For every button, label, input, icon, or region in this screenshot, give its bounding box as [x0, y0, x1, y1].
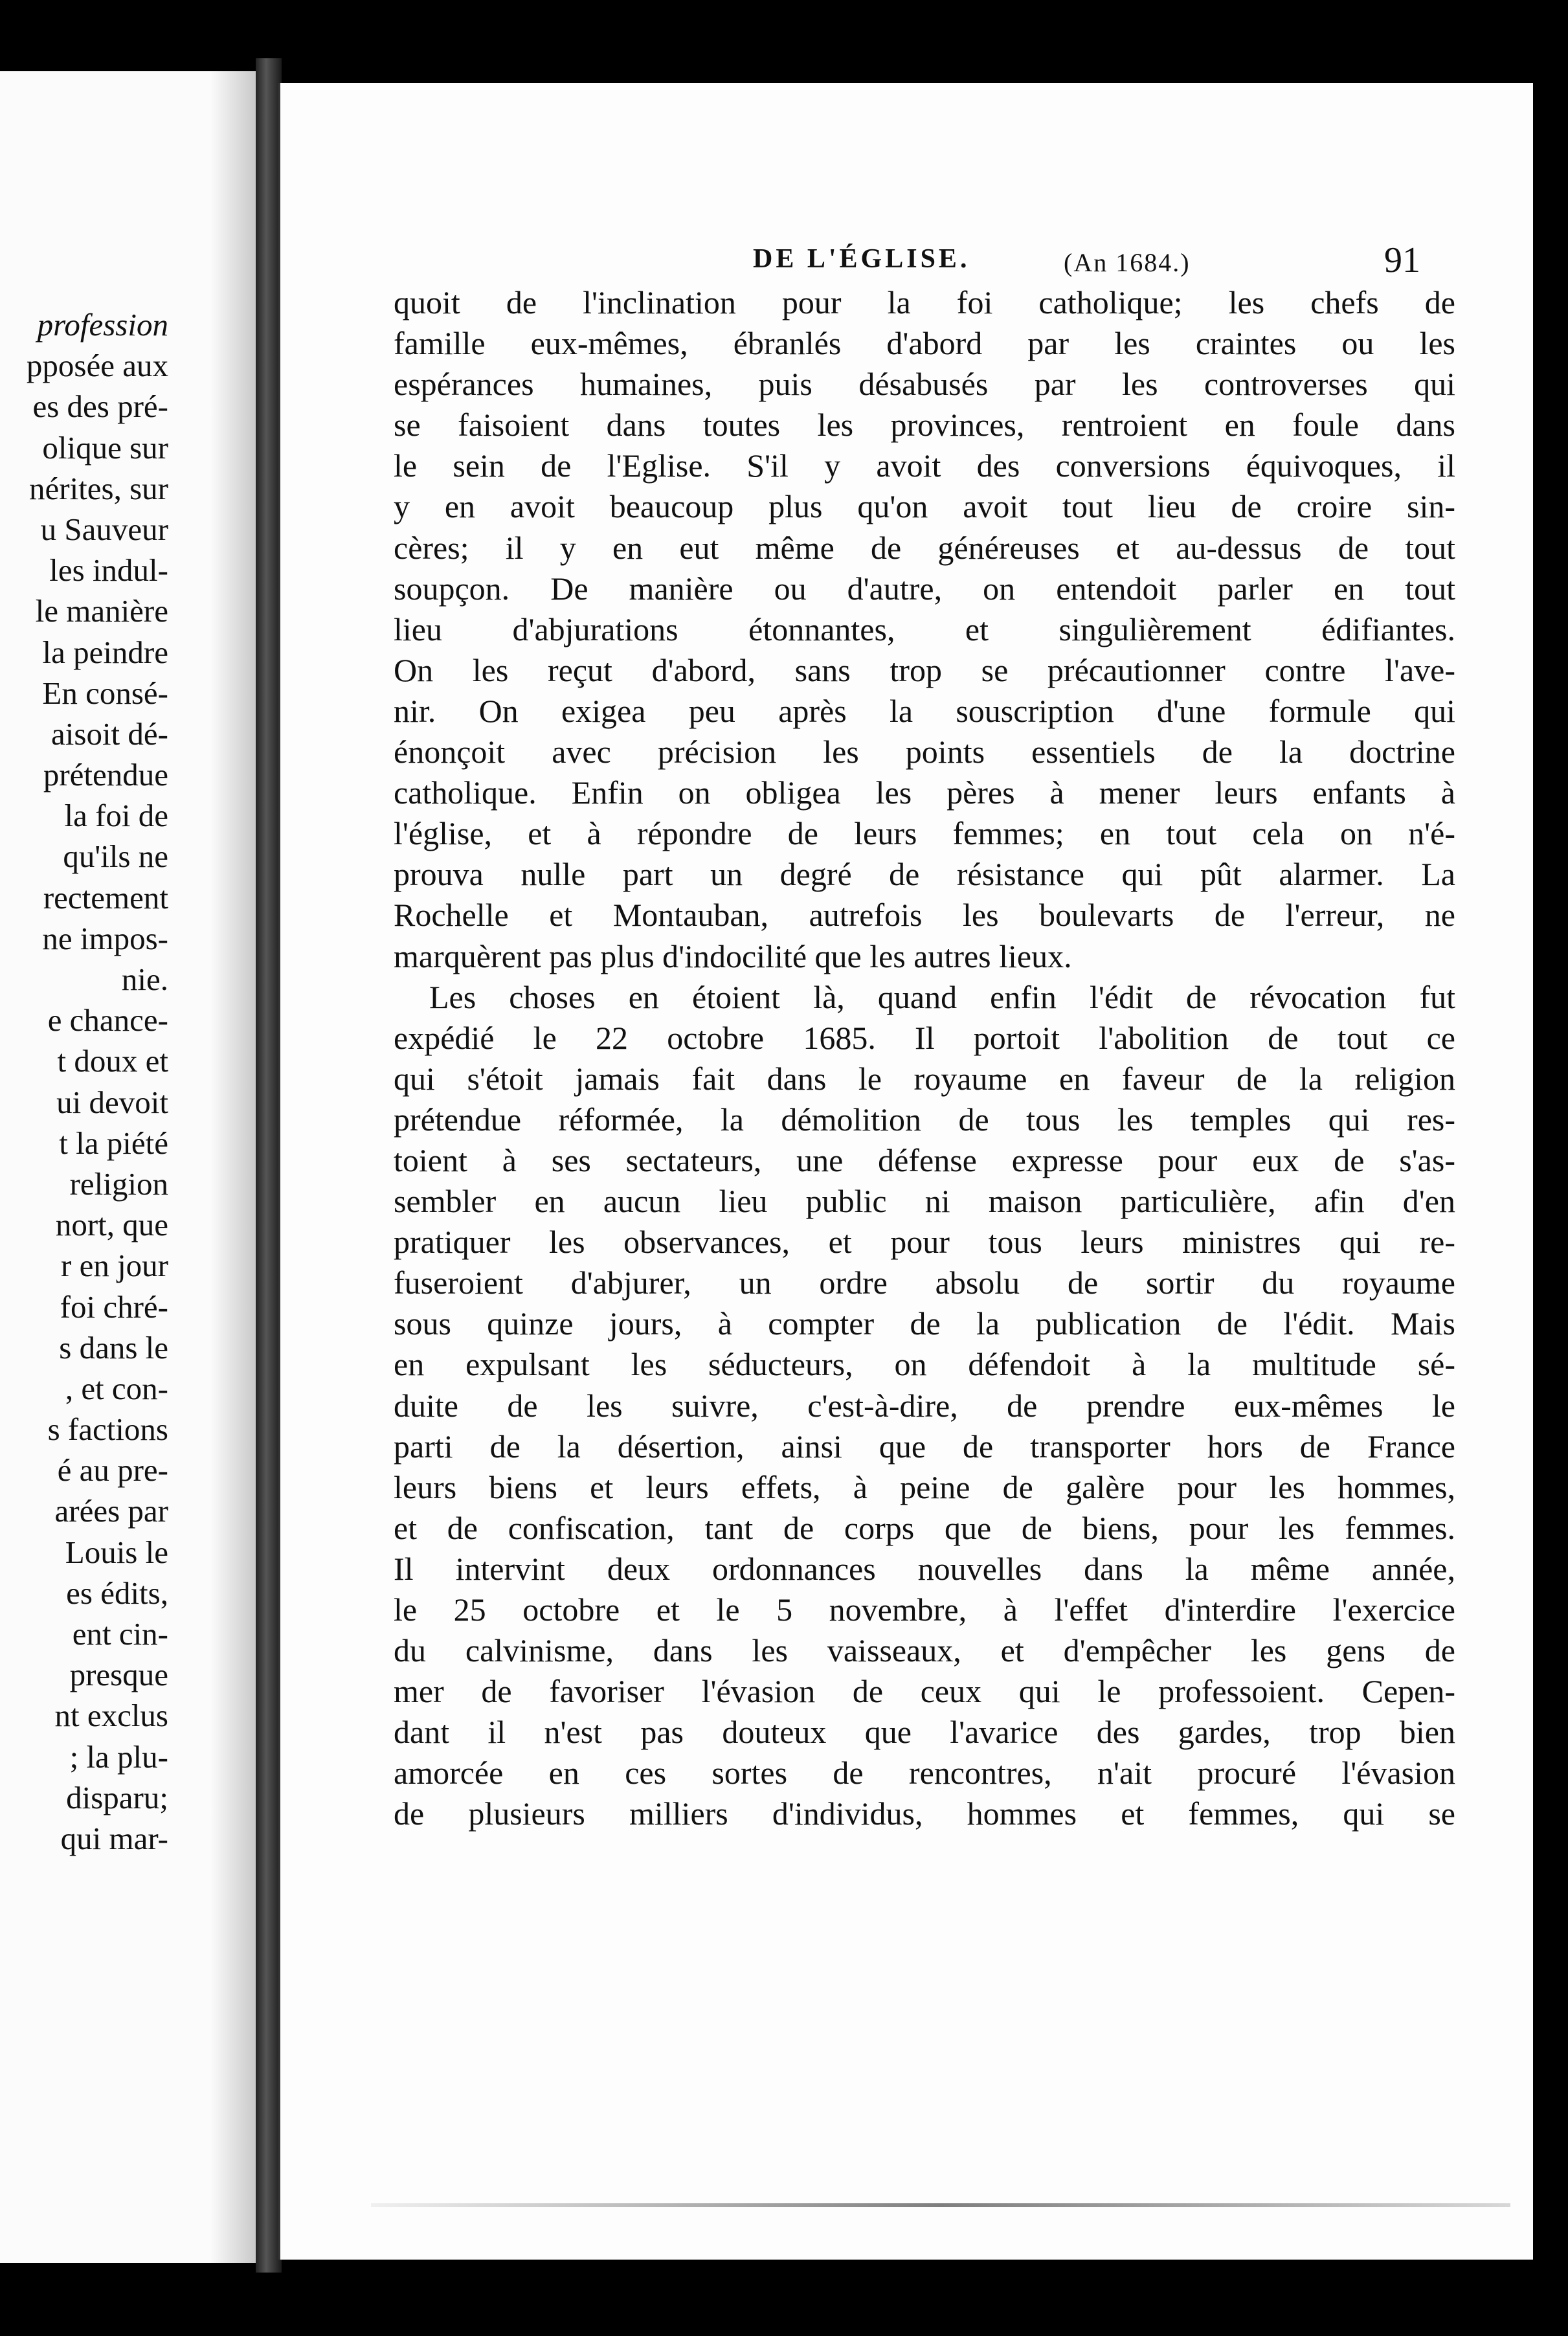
- right-page: [278, 83, 1533, 2260]
- left-page-line: pposée aux: [26, 348, 168, 384]
- text-line: le sein de l'Eglise. S'il y avoit des conversions équivoques, il: [394, 447, 1455, 484]
- left-page-line: En consé-: [42, 675, 168, 711]
- body-text: [394, 282, 1455, 1835]
- left-page-line: es édits,: [66, 1575, 168, 1611]
- text-line: parti de la désertion, ainsi que de transporter hors de France: [394, 1428, 1455, 1465]
- text-line: toient à ses sectateurs, une défense expresse pour eux de s'as-: [394, 1141, 1455, 1178]
- text-line: y en avoit beaucoup plus qu'on avoit tout lieu de croire sin-: [394, 488, 1455, 525]
- left-page-line: la peindre: [42, 634, 168, 670]
- left-page-line: r en jour: [61, 1248, 168, 1284]
- text-line: sous quinze jours, à compter de la publication de l'édit. Mais: [394, 1305, 1455, 1342]
- page-curve-shadow: [210, 71, 256, 2263]
- left-page-line: arées par: [54, 1493, 168, 1529]
- left-page-line: é au pre-: [57, 1452, 168, 1488]
- left-page-line: nort, que: [55, 1207, 168, 1243]
- left-page-line: les indul-: [49, 552, 168, 589]
- text-line: soupçon. De manière ou d'autre, on entendoit parler en tout: [394, 570, 1455, 607]
- left-page-line: aisoit dé-: [51, 715, 168, 752]
- text-line: catholique. Enfin on obligea les pères à mener leurs enfants à: [394, 774, 1455, 811]
- left-page-line: olique sur: [42, 429, 168, 466]
- left-page-text: [0, 304, 168, 1859]
- text-line: duite de les suivre, c'est-à-dire, de prendre eux-mêmes le: [394, 1387, 1455, 1424]
- left-page-line: la foi de: [64, 798, 168, 834]
- text-line: sembler en aucun lieu public ni maison particulière, afin d'en: [394, 1183, 1455, 1220]
- left-page-line: nie.: [121, 961, 168, 997]
- left-page: [0, 71, 256, 2263]
- text-line: se faisoient dans toutes les provinces, rentroient en foule dans: [394, 407, 1455, 444]
- text-line: amorcée en ces sortes de rencontres, n'ait procuré l'évasion: [394, 1755, 1455, 1791]
- left-page-line: disparu;: [66, 1779, 168, 1815]
- text-line: dant il n'est pas douteux que l'avarice des gardes, trop bien: [394, 1714, 1455, 1751]
- text-line: marquèrent pas plus d'indocilité que les autres lieux.: [394, 938, 1072, 974]
- left-page-line: ; la plu-: [69, 1738, 168, 1775]
- left-page-line: t la piété: [59, 1125, 168, 1161]
- text-line: Rochelle et Montauban, autrefois les boulevarts de l'erreur, ne: [394, 897, 1455, 934]
- text-line: en expulsant les séducteurs, on défendoit à la multitude sé-: [394, 1346, 1455, 1383]
- text-line: famille eux-mêmes, ébranlés d'abord par les craintes ou les: [394, 325, 1455, 362]
- left-page-line: s factions: [47, 1411, 168, 1448]
- year-marker: (An 1684.): [1064, 248, 1191, 277]
- text-line: pratiquer les observances, et pour tous leurs ministres qui re-: [394, 1224, 1455, 1261]
- text-line: Il intervint deux ordonnances nouvelles dans la même année,: [394, 1550, 1455, 1587]
- left-page-line: e chance-: [47, 1002, 168, 1039]
- text-line: cères; il y en eut même de généreuses et au-dessus de tout: [394, 529, 1455, 566]
- left-page-line: ui devoit: [56, 1084, 168, 1120]
- text-line: qui s'étoit jamais fait dans le royaume en faveur de la religion: [394, 1060, 1455, 1097]
- book-gutter: [256, 58, 282, 2273]
- text-line: prétendue réformée, la démolition de tous les temples qui res-: [394, 1101, 1455, 1138]
- left-page-line: qui mar-: [60, 1820, 168, 1856]
- left-page-line: es des pré-: [32, 388, 168, 425]
- left-page-line: le manière: [35, 593, 168, 629]
- left-page-line: Louis le: [65, 1534, 168, 1570]
- left-page-line: , et con-: [65, 1370, 168, 1406]
- text-line: leurs biens et leurs effets, à peine de galère pour les hommes,: [394, 1468, 1455, 1505]
- text-line: prouva nulle part un degré de résistance qui pût alarmer. La: [394, 856, 1455, 893]
- text-line: On les reçut d'abord, sans trop se précautionner contre l'ave-: [394, 651, 1455, 688]
- text-line: et de confiscation, tant de corps que de biens, pour les femmes.: [394, 1509, 1455, 1546]
- running-title: DE L'ÉGLISE.: [753, 244, 970, 274]
- left-page-line: t doux et: [57, 1043, 168, 1079]
- left-page-line: foi chré-: [60, 1288, 168, 1325]
- text-line: expédié le 22 octobre 1685. Il portoit l'abolition de tout ce: [394, 1019, 1455, 1056]
- text-line: de plusieurs milliers d'individus, hommes et femmes, qui se: [394, 1795, 1455, 1832]
- left-page-line: profession: [37, 307, 168, 343]
- left-page-line: prétendue: [43, 757, 168, 793]
- text-line: du calvinisme, dans les vaisseaux, et d'empêcher les gens de: [394, 1632, 1455, 1669]
- text-line: lieu d'abjurations étonnantes, et singulièrement édifiantes.: [394, 611, 1455, 647]
- page-bottom-edge: [371, 2203, 1510, 2207]
- left-page-line: qu'ils ne: [63, 838, 168, 875]
- left-page-line: nt exclus: [54, 1698, 168, 1734]
- text-line: quoit de l'inclination pour la foi catholique; les chefs de: [394, 284, 1455, 320]
- text-line: mer de favoriser l'évasion de ceux qui le professoient. Cepen-: [394, 1673, 1455, 1710]
- text-line: le 25 octobre et le 5 novembre, à l'effet d'interdire l'exercice: [394, 1591, 1455, 1628]
- text-line: énonçoit avec précision les points essentiels de la doctrine: [394, 734, 1455, 770]
- text-line: nir. On exigea peu après la souscription d'une formule qui: [394, 692, 1455, 729]
- left-page-line: u Sauveur: [40, 511, 168, 547]
- text-line: Les choses en étoient là, quand enfin l'édit de révocation fut: [429, 978, 1455, 1015]
- text-line: espérances humaines, puis désabusés par les controverses qui: [394, 366, 1455, 403]
- left-page-line: ne impos-: [42, 920, 168, 956]
- left-page-line: s dans le: [59, 1329, 168, 1365]
- left-page-line: ent cin-: [72, 1616, 168, 1652]
- page-number: 91: [1384, 240, 1420, 280]
- left-page-line: nérites, sur: [29, 470, 168, 506]
- left-page-line: religion: [69, 1165, 168, 1202]
- text-line: fuseroient d'abjurer, un ordre absolu de sortir du royaume: [394, 1264, 1455, 1301]
- left-page-line: rectement: [43, 879, 168, 915]
- text-line: l'église, et à répondre de leurs femmes; en tout cela on n'é-: [394, 815, 1455, 852]
- left-page-line: presque: [69, 1657, 168, 1693]
